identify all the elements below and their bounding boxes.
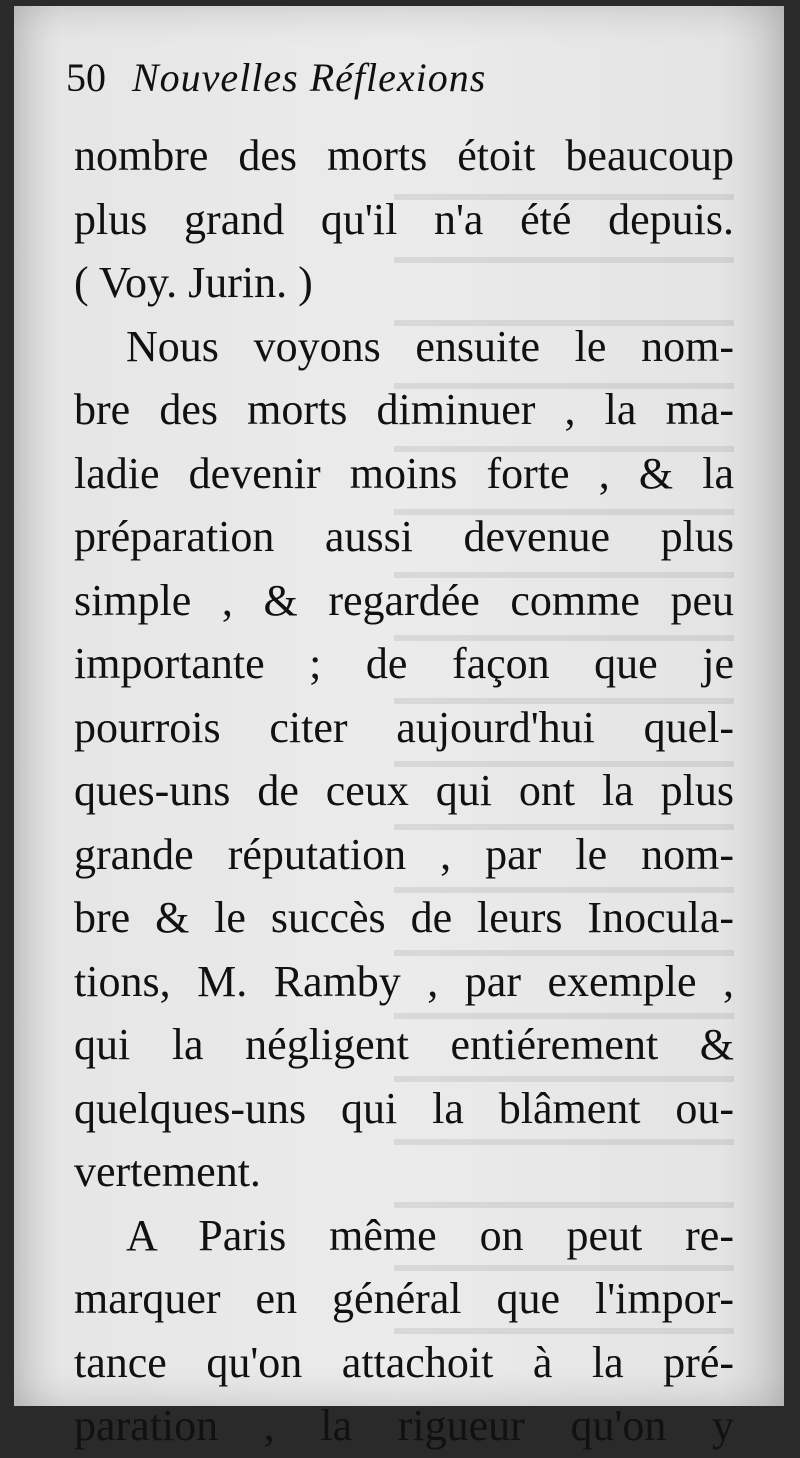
text-line: vertement. [74,1147,261,1196]
text-line: grande réputation , par le nom- [74,829,734,879]
text-line: A Paris même on peut re- [126,1210,734,1260]
text-line: ladie devenir moins forte , & la [74,448,734,498]
text-line: pourrois citer aujourd'hui quel- [74,702,734,752]
text-line: Nous voyons ensuite le nom- [126,321,734,371]
text-line: importante ; de façon que je [74,639,734,688]
running-head [66,54,486,104]
text-line: ques-uns de ceux qui ont la plus [74,766,734,815]
text-line: paration , la rigueur qu'on y [74,1401,734,1450]
text-line: marquer en général que l'impor- [74,1274,734,1323]
text-line: quelques-uns qui la blâment ou- [74,1083,734,1133]
text-line: plus grand qu'il n'a été depuis. [74,194,734,244]
text-line: tance qu'on attachoit à la pré- [74,1337,734,1387]
text-line: qui la négligent entiérement & [74,1020,734,1069]
text-line: ( Voy. Jurin. ) [74,258,313,307]
text-line: simple , & regardée comme peu [74,575,734,625]
text-line: nombre des morts étoit beaucoup [74,131,734,180]
text-line: bre des morts diminuer , la ma- [74,385,734,434]
book-page [14,6,784,1450]
text-line: préparation aussi devenue plus [74,512,734,561]
running-title: Nouvelles Réflexions [132,55,487,100]
body-text [74,124,734,1458]
text-line: bre & le succès de leurs Inocula- [74,893,734,942]
page-number: 50 [66,55,106,100]
text-line: tions, M. Ramby , par exemple , [74,956,734,1006]
